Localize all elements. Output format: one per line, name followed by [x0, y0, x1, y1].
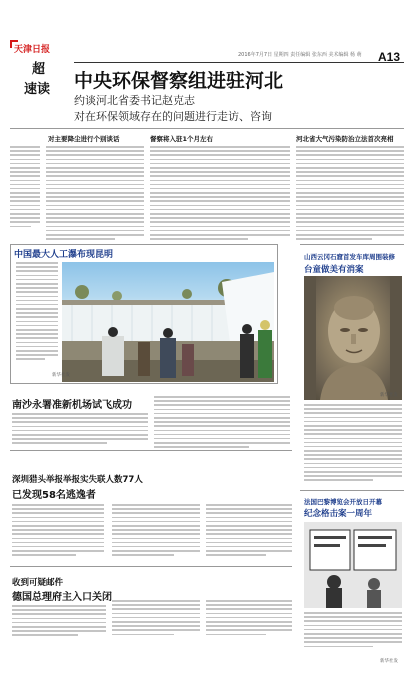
- story-collision-title-2: 德国总理府主入口关闭: [12, 592, 112, 603]
- masthead: [14, 42, 74, 100]
- waterfall-photo: [62, 262, 274, 382]
- story-hr-title-1: 深圳猎头举报举报实失联人数77人: [12, 475, 143, 485]
- story-hr-text-2: [112, 504, 200, 558]
- column-3-heading: 河北省大气污染防治立法首次亮相: [296, 135, 394, 143]
- story-collision-title-1: 收到可疑邮件: [12, 578, 64, 588]
- buddha-caption-text: [304, 404, 402, 484]
- story-airport-text-left: [12, 413, 148, 447]
- booth-feature-pretitle: 法国巴黎博览会开放日开幕: [304, 498, 382, 506]
- story-airport-text-right: [154, 396, 290, 450]
- photo-credit: 新华社发: [52, 373, 70, 378]
- divider: [300, 244, 404, 245]
- waterfall-image: [62, 262, 274, 382]
- page-headline: 中央环保督察组进驻河北: [74, 70, 284, 92]
- story-collision-text-2: [112, 600, 200, 638]
- booth-photo: [304, 522, 402, 608]
- column-1-text: [46, 146, 144, 242]
- top-rule: [74, 62, 404, 63]
- story-airport-title: 南沙永署准新机场试飞成功: [12, 400, 132, 411]
- column-1-heading: 对主要降尘进行个别谈话: [48, 135, 120, 143]
- divider: [10, 566, 292, 567]
- column-2-heading: 督察将入驻1个月左右: [150, 135, 214, 143]
- subheadline-1: 约谈河北省委书记赵克志: [74, 94, 195, 107]
- section-label-line2: 速读: [24, 82, 51, 97]
- photo-caption-text: [16, 262, 58, 363]
- booth-photo-credit: 新华社发: [380, 659, 398, 664]
- story-collision-text-3: [206, 600, 292, 638]
- page-number: A13: [378, 50, 401, 64]
- story-hr-title-2: 已发现58名逃逸者: [12, 490, 96, 501]
- booth-image: [304, 522, 402, 608]
- buddha-image: [304, 276, 402, 400]
- divider: [10, 128, 404, 129]
- newspaper-logo: 天津日报: [14, 45, 51, 55]
- column-3-text: [296, 146, 404, 242]
- buddha-feature-title: 台童做美有消案: [304, 265, 364, 275]
- booth-feature-title: 纪念格击案一周年: [304, 509, 373, 519]
- buddha-feature-pretitle: 山西云冈石窟首发车库周围装修: [304, 253, 395, 261]
- column-2-text: [150, 146, 290, 242]
- dateline: 2016年7月7日 星期四 责任编辑 张东西 美术编辑 杨 萌: [238, 52, 362, 58]
- booth-caption-text: [304, 612, 402, 650]
- divider: [10, 450, 292, 451]
- buddha-photo-credit: 新华社发: [380, 393, 398, 398]
- left-margin-text: [10, 146, 40, 230]
- buddha-photo: [304, 276, 402, 400]
- divider: [300, 490, 404, 491]
- story-hr-text-3: [206, 504, 292, 558]
- subheadline-2: 对在环保领域存在的问题进行走访、咨询: [74, 110, 272, 123]
- section-label-line1: 超: [32, 62, 46, 77]
- photo-feature-title: 中国最大人工瀑布现昆明: [14, 250, 114, 260]
- story-hr-text-1: [12, 504, 104, 558]
- story-collision-text-1: [12, 605, 106, 639]
